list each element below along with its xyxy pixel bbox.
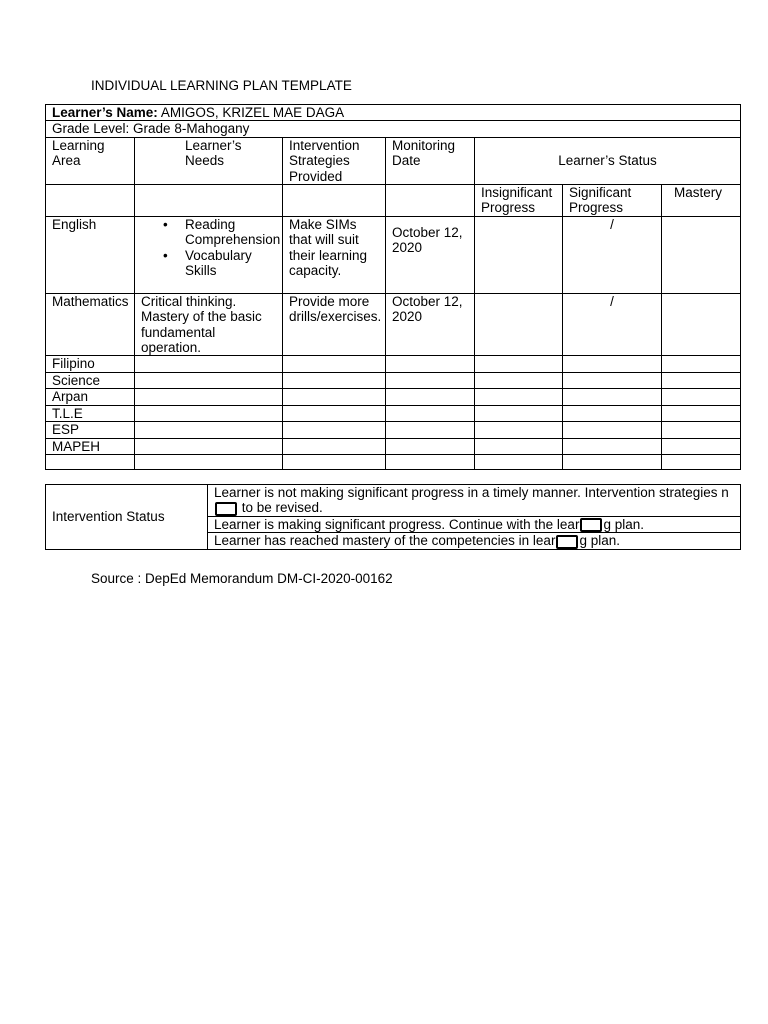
header-learners-needs: Learner’s Needs (135, 137, 283, 184)
needs-english (135, 216, 283, 293)
grade-level-cell: Grade Level: Grade 8-Mahogany (46, 121, 741, 137)
area-arpan: Arpan (46, 389, 135, 405)
need-item: • Vocabulary Skills (185, 248, 276, 279)
area-english: English (46, 216, 135, 293)
header-monitoring-date: Monitoring Date (386, 137, 475, 184)
significant-mark-english (563, 216, 662, 293)
area-tle: T.L.E (46, 405, 135, 421)
date-english: October 12, 2020 (386, 216, 475, 293)
status-option-mastery: Learner has reached mastery of the competencies in lear g plan. (208, 533, 741, 549)
intervention-status-label: Intervention Status (46, 485, 208, 550)
status-option-significant: Learner is making significant progress. Continue with the lear g plan. (208, 516, 741, 532)
learning-plan-table (45, 104, 741, 470)
checkbox-icon[interactable] (215, 502, 237, 516)
table-row (46, 438, 741, 454)
source-citation: Source : DepEd Memorandum DM-CI-2020-00162 (91, 571, 393, 586)
checkbox-icon[interactable] (580, 518, 602, 532)
header-learning-area: Learning Area (46, 137, 135, 184)
learner-name-label: Learner’s Name: (52, 105, 158, 120)
table-row (46, 405, 741, 421)
check-mark: / (610, 216, 614, 232)
table-row (46, 389, 741, 405)
needs-math: Critical thinking. Mastery of the basic fundamental operation. (135, 293, 283, 356)
checkbox-icon[interactable] (556, 535, 578, 549)
header-intervention: Intervention Strategies Provided (283, 137, 386, 184)
table-row (46, 422, 741, 438)
area-math: Mathematics (46, 293, 135, 356)
learner-name-value: AMIGOS, KRIZEL MAE DAGA (157, 105, 345, 120)
area-filipino: Filipino (46, 356, 135, 372)
header-significant: Significant Progress (563, 185, 662, 217)
grade-level-row (46, 121, 741, 137)
intervention-status-table (45, 484, 741, 550)
header-row (46, 137, 741, 184)
learner-name-cell (46, 105, 741, 121)
learner-name-row (46, 105, 741, 121)
header-mastery: Mastery (662, 185, 741, 217)
subheader-row (46, 185, 741, 217)
table-row (46, 356, 741, 372)
table-row-empty (46, 454, 741, 469)
need-item: • Reading Comprehension (185, 217, 276, 248)
date-math: October 12, 2020 (386, 293, 475, 356)
header-learners-status: Learner’s Status (475, 137, 741, 184)
area-mapeh: MAPEH (46, 438, 135, 454)
table-row-english (46, 216, 741, 293)
intervention-math: Provide more drills/exercises. (283, 293, 386, 356)
area-esp: ESP (46, 422, 135, 438)
significant-mark-math: / (563, 293, 662, 356)
document-title: INDIVIDUAL LEARNING PLAN TEMPLATE (91, 78, 352, 93)
area-science: Science (46, 372, 135, 388)
intervention-english: Make SIMs that will suit their learning capacity. (283, 216, 386, 293)
header-insignificant: Insignificant Progress (475, 185, 563, 217)
table-row-math (46, 293, 741, 356)
status-option-not-significant: Learner is not making significant progress in a timely manner. Intervention strategies n to be revised. (208, 485, 741, 517)
status-row-1 (46, 485, 741, 517)
table-row (46, 372, 741, 388)
